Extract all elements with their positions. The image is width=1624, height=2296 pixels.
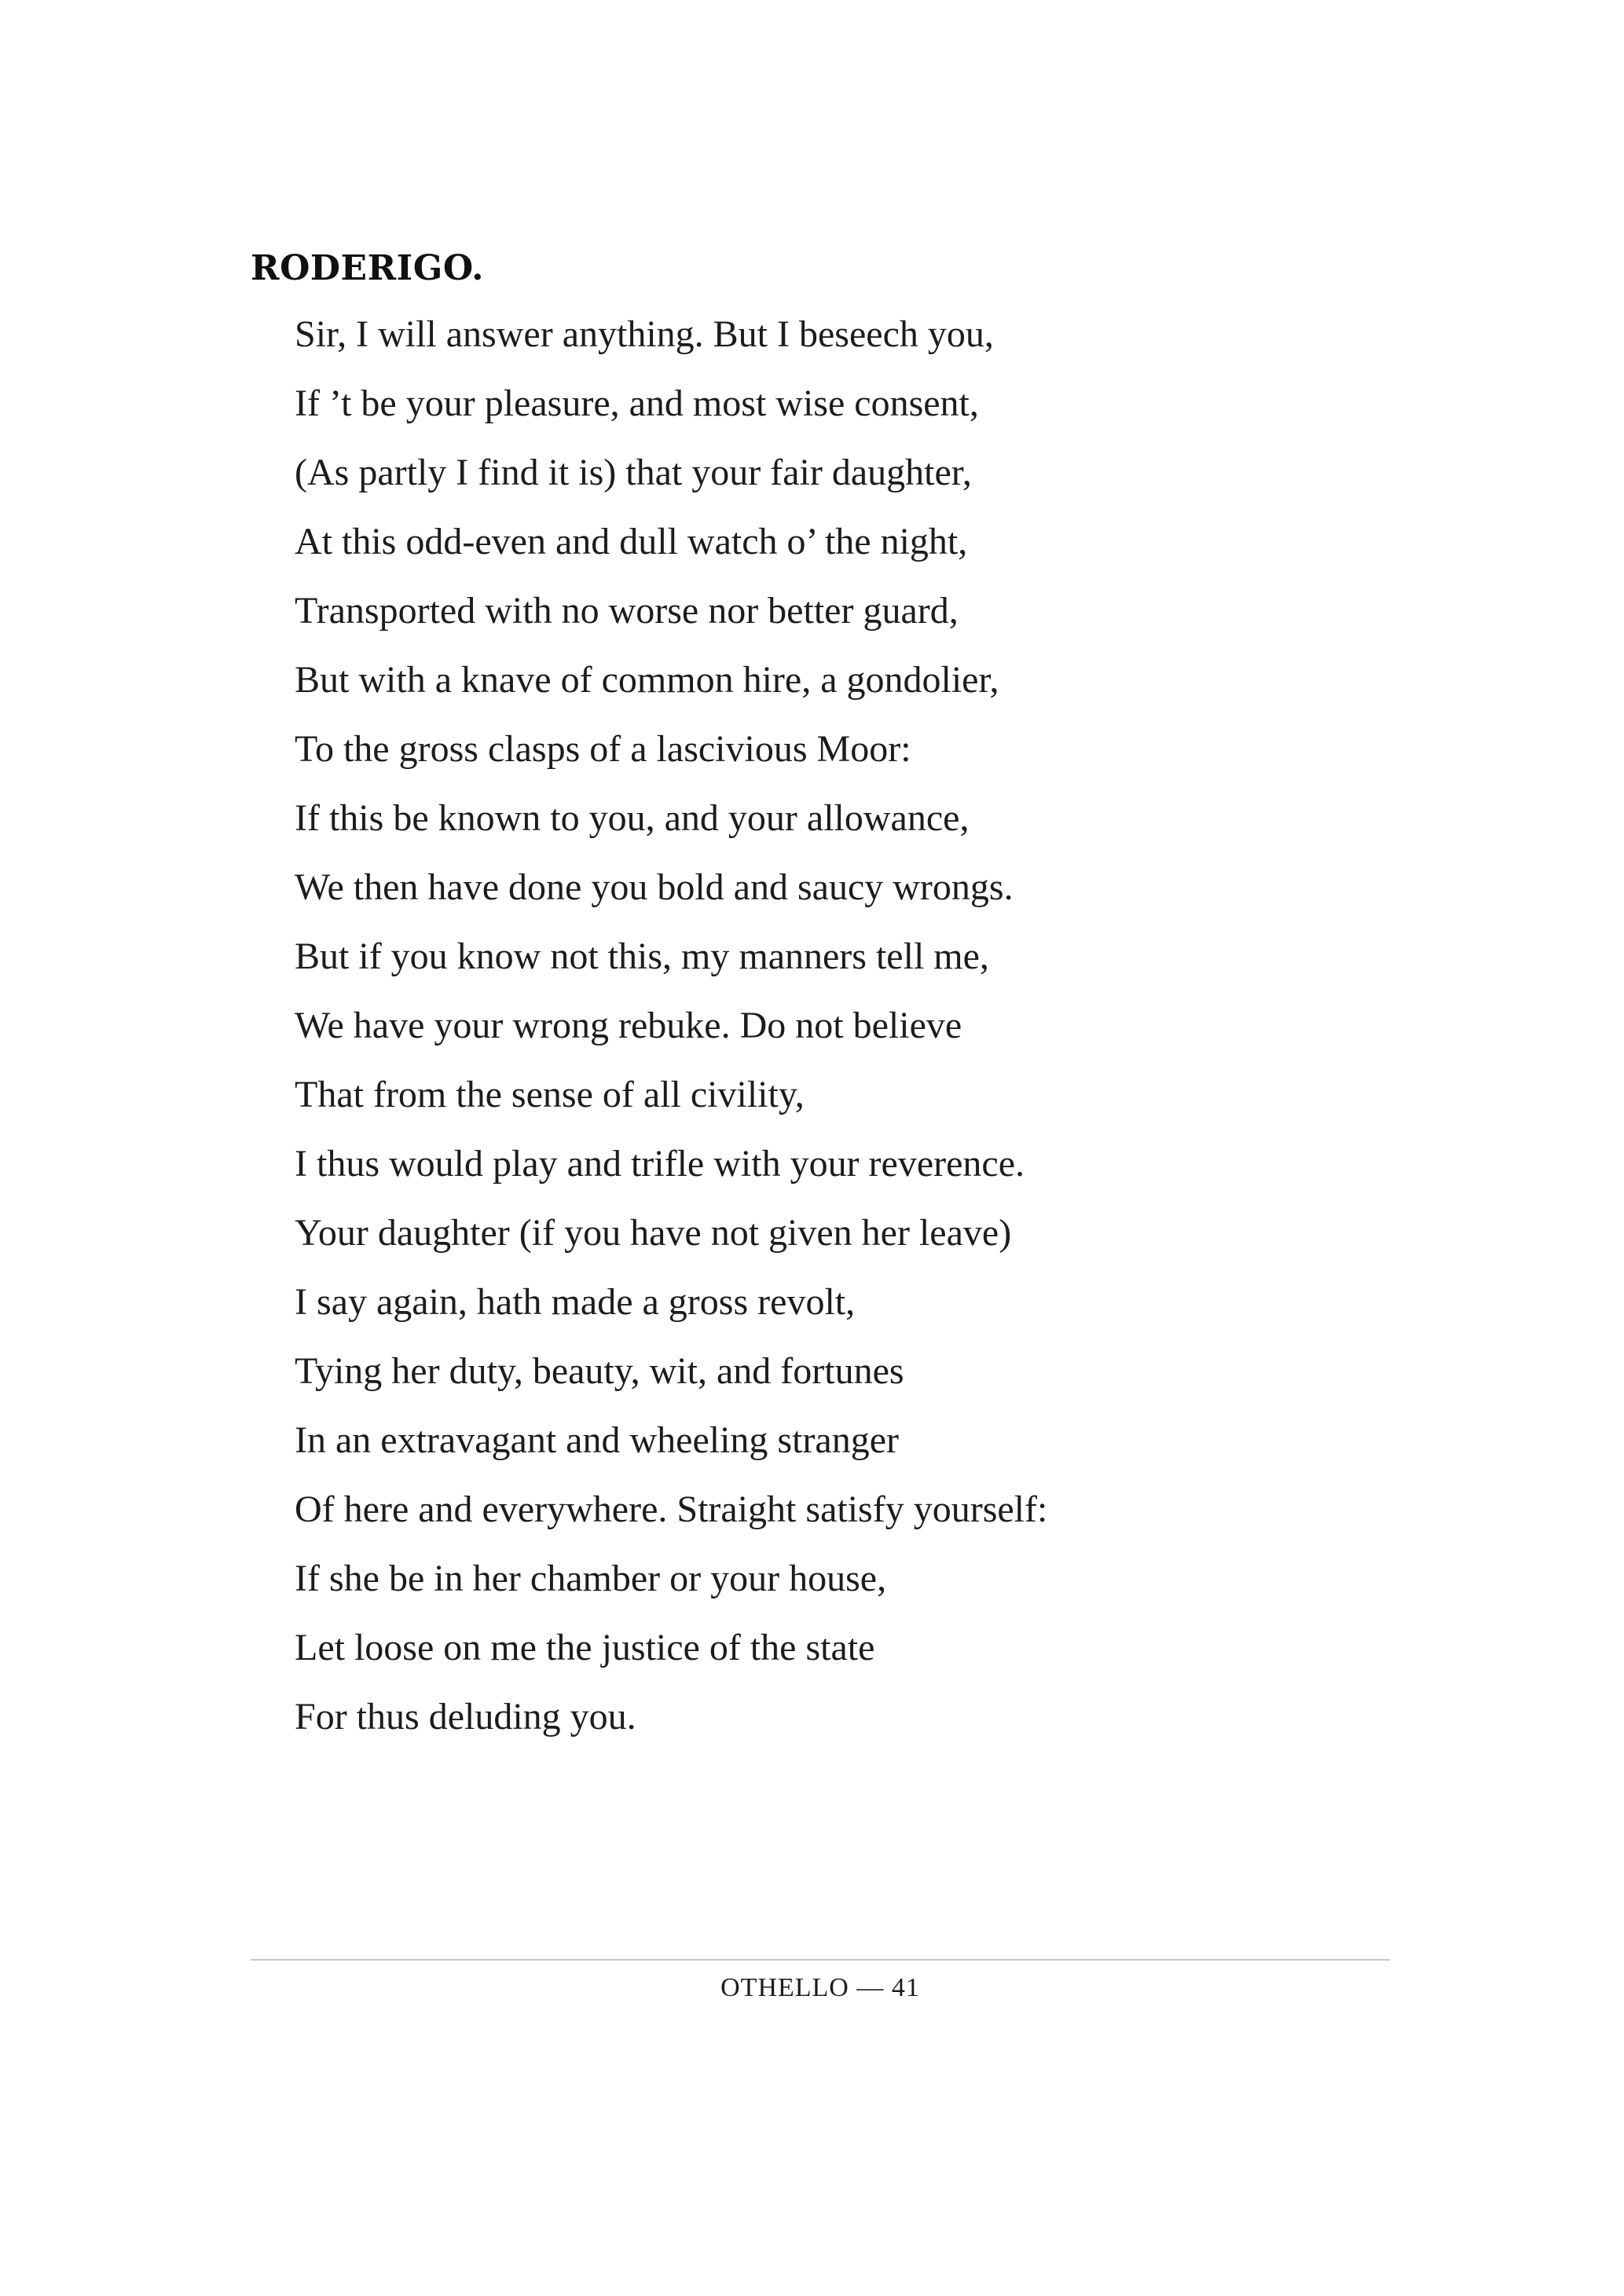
verse-line: We have your wrong rebuke. Do not believe	[295, 1005, 962, 1046]
verse-line: Transported with no worse nor better guard,	[295, 590, 959, 632]
verse-line: Tying her duty, beauty, wit, and fortunes	[295, 1350, 904, 1392]
footer-divider	[251, 1959, 1390, 1961]
verse-line: To the gross clasps of a lascivious Moor:	[295, 728, 911, 770]
verse-line: That from the sense of all civility,	[295, 1074, 805, 1115]
verse-line: I thus would play and trifle with your reverence.	[295, 1143, 1025, 1185]
verse-line: If ’t be your pleasure, and most wise consent,	[295, 383, 979, 424]
verse-line: If this be known to you, and your allowance,	[295, 797, 970, 839]
verse-line: We then have done you bold and saucy wrongs.	[295, 866, 1014, 908]
verse-line: But if you know not this, my manners tell me,	[295, 936, 989, 977]
speaker-name: RODERIGO.	[251, 248, 484, 288]
verse-line: I say again, hath made a gross revolt,	[295, 1281, 856, 1323]
verse-line: But with a knave of common hire, a gondolier,	[295, 659, 999, 701]
verse-line: In an extravagant and wheeling stranger	[295, 1419, 900, 1461]
verse-line: Let loose on me the justice of the state	[295, 1627, 875, 1668]
verse-line: Of here and everywhere. Straight satisfy yourself:	[295, 1489, 1048, 1530]
verse-line: (As partly I find it is) that your fair daughter,	[295, 452, 972, 493]
verse-line: Your daughter (if you have not given her leave)	[295, 1212, 1012, 1254]
page-footer: OTHELLO — 41	[720, 1973, 920, 2002]
verse-block	[295, 311, 1047, 1763]
verse-line: Sir, I will answer anything. But I beseech you,	[295, 313, 994, 355]
verse-line: At this odd-even and dull watch o’ the night,	[295, 521, 968, 562]
verse-line: If she be in her chamber or your house,	[295, 1558, 887, 1599]
verse-line: For thus deluding you.	[295, 1696, 636, 1738]
